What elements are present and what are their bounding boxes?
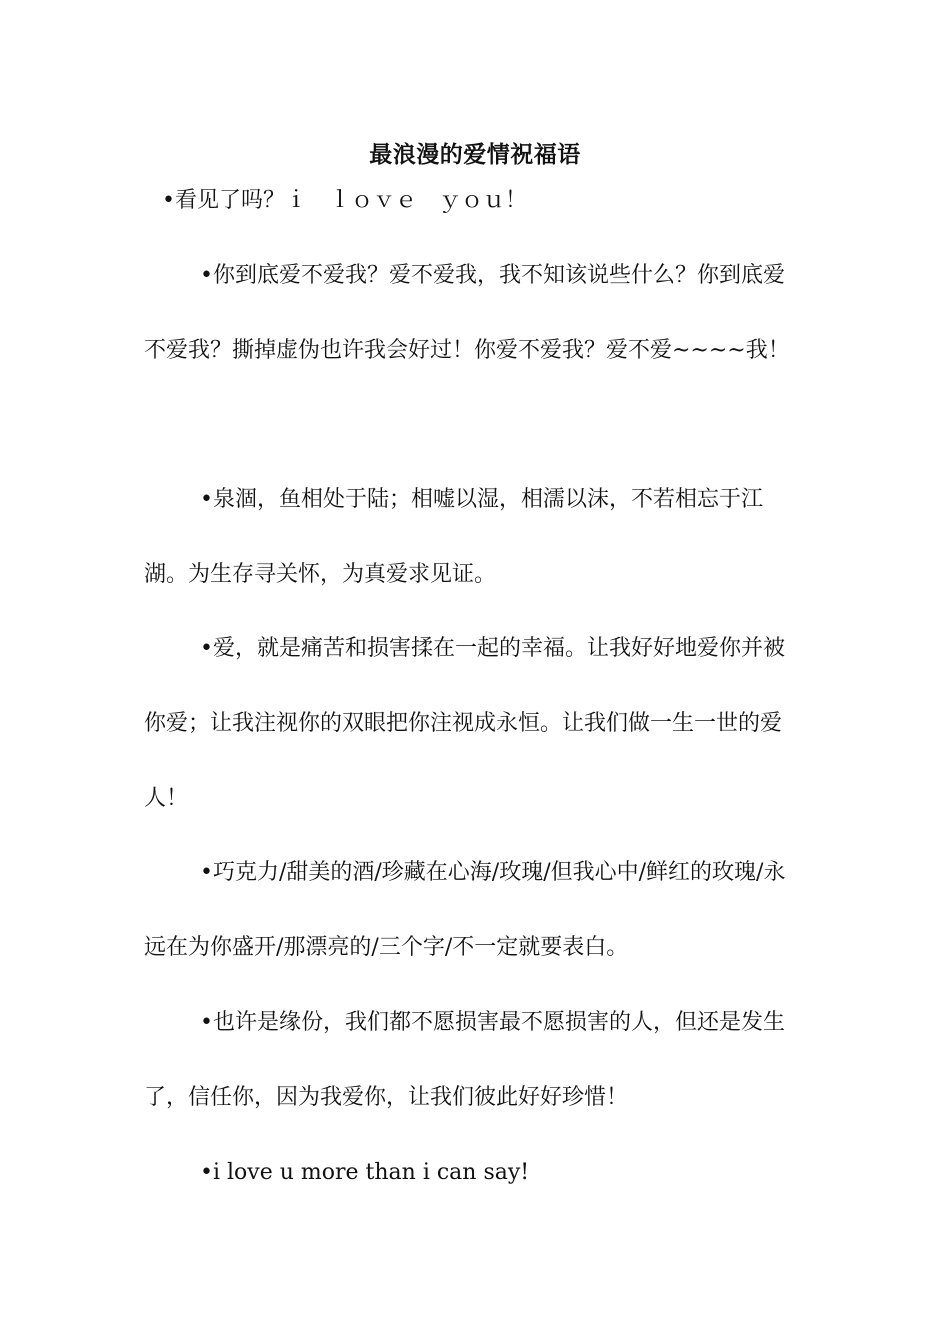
intro-line: •看见了吗？ｉ ｌｏｖｅ ｙｏｕ！ <box>162 188 527 213</box>
paragraph-3: •爱，就是痛苦和损害揉在一起的幸福。让我好好地爱你并被你爱；让我注视你的双眼把你注视成永恒。让我们做一生一世的爱人！ <box>144 636 785 811</box>
document-title: 最浪漫的爱情祝福语 <box>369 141 581 168</box>
paragraph-5: •也许是缘份，我们都不愿损害最不愿损害的人，但还是发生了，信任你，因为我爱你，让我们彼此好好珍惜！ <box>144 1010 785 1110</box>
paragraph-6: •i love u more than i can say! <box>200 1160 530 1185</box>
paragraph-2: •泉涸，鱼相处于陆；相嘘以湿，相濡以沫，不若相忘于江湖。为生存寻关怀，为真爱求见证。 <box>144 487 763 587</box>
paragraph-4: •巧克力/甜美的酒/珍藏在心海/玫瑰/但我心中/鲜红的玫瑰/永远在为你盛开/那漂亮的/三个字/不一定就要表白。 <box>144 860 786 960</box>
paragraph-1: •你到底爱不爱我？爱不爱我，我不知该说些什么？你到底爱不爱我？撕掉虚伪也许我会好过！你爱不爱我？爱不爱~~~~我！ <box>144 263 790 363</box>
